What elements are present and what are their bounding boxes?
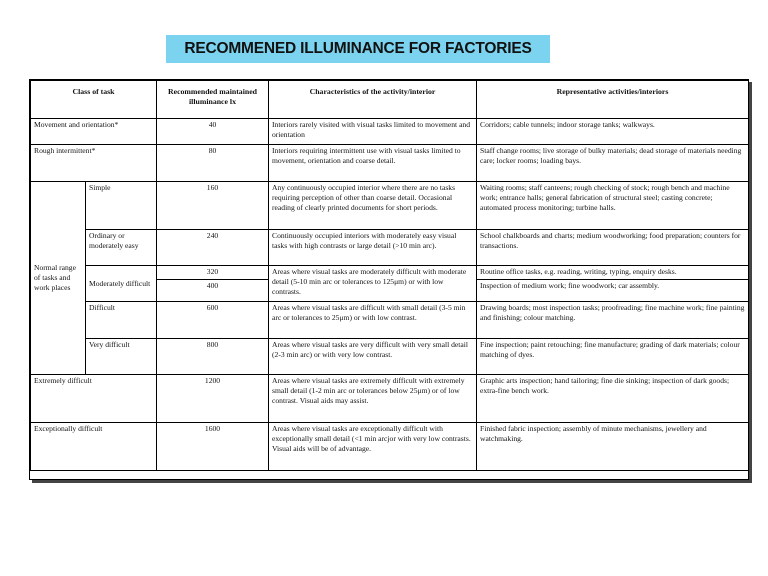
header-activities: Representative activities/interiors — [477, 81, 749, 119]
class-cell: Movement and orientation* — [31, 119, 157, 145]
table-header-row — [31, 81, 749, 119]
table-row — [31, 339, 749, 375]
header-class-of-task: Class of task — [31, 81, 157, 119]
table-row — [31, 119, 749, 145]
table-row — [31, 145, 749, 182]
lux-cell: 1200 — [157, 375, 269, 423]
lux-cell: 1600 — [157, 423, 269, 471]
illuminance-table — [30, 80, 749, 471]
activities-cell: Drawing boards; most inspection tasks; proofreading; fine machine work; fine painting and finishing; colour matching. — [477, 302, 749, 339]
characteristics-cell: Areas where visual tasks are exceptionally difficult with exceptionally small detail (<1 min arcjor with very low contrasts. Visual aids will be of advantage. — [269, 423, 477, 471]
activities-cell: Routine office tasks, e.g. reading, writing, typing, enquiry desks. — [477, 266, 749, 280]
illuminance-table-container — [29, 79, 749, 480]
normal-range-group-label: Normal range of tasks and work places — [31, 182, 86, 375]
activities-cell: Fine inspection; paint retouching; fine manufacture; grading of dark materials; colour matching of dyes. — [477, 339, 749, 375]
lux-cell: 400 — [157, 280, 269, 302]
activities-cell: Finished fabric inspection; assembly of minute mechanisms, jewellery and watchmaking. — [477, 423, 749, 471]
lux-cell: 160 — [157, 182, 269, 230]
characteristics-cell: Continuously occupied interiors with moderately easy visual tasks with high contrasts or large detail (>10 min arc). — [269, 230, 477, 266]
characteristics-cell: Areas where visual tasks are very difficult with very small detail (2-3 min arc) or with very low contrast. — [269, 339, 477, 375]
lux-cell: 240 — [157, 230, 269, 266]
activities-cell: Staff change rooms; live storage of bulky materials; dead storage of materials needing care; locker rooms; loading bays. — [477, 145, 749, 182]
lux-cell: 320 — [157, 266, 269, 280]
lux-cell: 600 — [157, 302, 269, 339]
activities-cell: Inspection of medium work; fine woodwork; car assembly. — [477, 280, 749, 302]
lux-cell: 40 — [157, 119, 269, 145]
slide-title: RECOMMENED ILLUMINANCE FOR FACTORIES — [184, 40, 532, 57]
header-characteristics: Characteristics of the activity/interior — [269, 81, 477, 119]
lux-cell: 80 — [157, 145, 269, 182]
class-cell: Difficult — [86, 302, 157, 339]
table-row — [31, 423, 749, 471]
characteristics-cell: Interiors rarely visited with visual tasks limited to movement and orientation — [269, 119, 477, 145]
lux-cell: 800 — [157, 339, 269, 375]
activities-cell: Waiting rooms; staff canteens; rough checking of stock; rough bench and machine work; entrance halls; general fabrication of structural steel; casting concrete; automated process monitoring; turbine halls. — [477, 182, 749, 230]
table-row — [31, 230, 749, 266]
class-cell: Simple — [86, 182, 157, 230]
table-row — [31, 266, 749, 280]
class-cell: Rough intermittent* — [31, 145, 157, 182]
characteristics-cell: Areas where visual tasks are difficult with small detail (3-5 min arc or tolerances to 25μm) or with low contrast. — [269, 302, 477, 339]
class-cell: Very difficult — [86, 339, 157, 375]
characteristics-cell: Areas where visual tasks are extremely difficult with extremely small detail (1-2 min arc or tolerances below 25μm) or of low contrast. Visual aids may assist. — [269, 375, 477, 423]
class-cell: Exceptionally difficult — [31, 423, 157, 471]
class-cell: Moderately difficult — [86, 266, 157, 302]
characteristics-cell: Areas where visual tasks are moderately difficult with moderate detail (5-10 min arc or tolerances to 125μm) or with low contrasts. — [269, 266, 477, 302]
table-row — [31, 375, 749, 423]
activities-cell: Corridors; cable tunnels; indoor storage tanks; walkways. — [477, 119, 749, 145]
class-cell: Extremely difficult — [31, 375, 157, 423]
class-cell: Ordinary or moderately easy — [86, 230, 157, 266]
slide-title-banner — [166, 35, 550, 63]
table-row — [31, 302, 749, 339]
activities-cell: Graphic arts inspection; hand tailoring; fine die sinking; inspection of dark goods; extra-fine bench work. — [477, 375, 749, 423]
characteristics-cell: Interiors requiring intermittent use with visual tasks limited to movement, orientation and coarse detail. — [269, 145, 477, 182]
characteristics-cell: Any continuously occupied interior where there are no tasks requiring perception of other than coarse detail. Occasional reading of clearly printed documents for short periods. — [269, 182, 477, 230]
activities-cell: School chalkboards and charts; medium woodworking; food preparation; counters for transactions. — [477, 230, 749, 266]
header-illuminance: Recommended maintained illuminance lx — [157, 81, 269, 119]
table-row — [31, 182, 749, 230]
